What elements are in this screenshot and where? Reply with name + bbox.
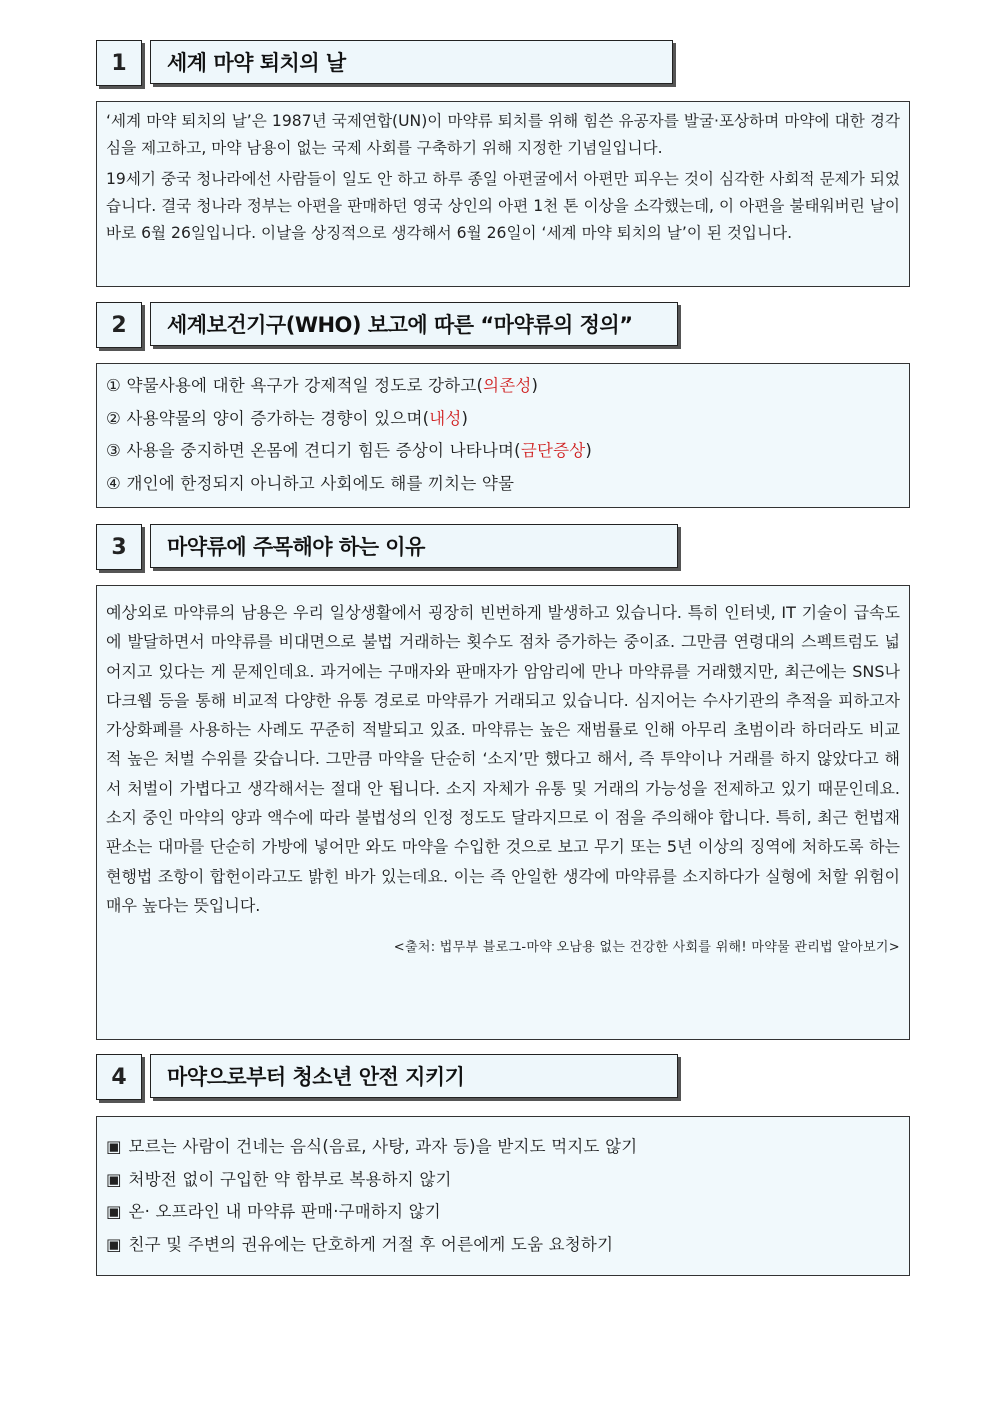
item-marker: ② bbox=[106, 408, 121, 428]
source-citation: <출처: 법무부 블로그-마약 오남용 없는 건강한 사회를 위해! 마약물 관리법 알아보기> bbox=[393, 940, 900, 956]
item-tail: ) bbox=[461, 408, 469, 428]
section-4-number: 4 bbox=[96, 1054, 142, 1100]
safety-item bbox=[106, 1131, 900, 1164]
square-bullet-icon: ▣ bbox=[106, 1234, 122, 1254]
section-3-paragraph: 예상외로 마약류의 남용은 우리 일상생활에서 굉장히 빈번하게 발생하고 있습니다. 특히 인터넷, IT 기술이 급속도에 발달하면서 마약류를 비대면으로 불법 거래하는 횟수도 점차 증가하는 중이죠. 그만큼 연령대의 스펙트럼도 넓어지고 있다는 게 문제인데요. 과거에는 구매자와 판매자가 암암리에 만나 마약류를 거래했지만, 최근에는 SNS나 다크웹 등을 통해 비교적 다양한 유통 경로로 마약류가 거래되고 있습니다. 심지어는 수사기관의 추적을 피하고자 가상화폐를 사용하는 사례도 꾸준히 적발되고 있죠. 마약류는 높은 재범률로 인해 아무리 초범이라 하더라도 비교적 높은 처벌 수위를 갖습니다. 그만큼 마약을 단순히 ‘소지’만 했다고 해서, 즉 투약이나 거래를 하지 않았다고 해서 처벌이 가볍다고 생각해서는 절대 안 됩니다. 소지 자체가 유통 및 거래의 가능성을 전제하고 있기 때문인데요. 소지 중인 마약의 양과 액수에 따라 불법성의 인정 정도도 달라지므로 이 점을 주의해야 합니다. 특히, 최근 헌법재판소는 대마를 단순히 가방에 넣어만 와도 마약을 수입한 것으로 보고 무기 또는 5년 이상의 징역에 처하도록 하는 현행법 조항이 합헌이라고도 밝힌 바가 있는데요. 이는 즉 안일한 생각에 마약류를 소지하다가 실형에 처할 위험이 매우 높다는 뜻입니다. bbox=[106, 603, 900, 915]
item-text: 약물사용에 대한 욕구가 강제적일 정도로 강하고( bbox=[126, 376, 484, 395]
item-text: 친구 및 주변의 권유에는 단호하게 거절 후 어른에게 도움 요청하기 bbox=[128, 1234, 614, 1254]
section-1-number: 1 bbox=[96, 40, 142, 86]
item-text: 개인에 한정되지 아니하고 사회에도 해를 끼치는 약물 bbox=[126, 473, 515, 493]
definition-item bbox=[106, 435, 900, 468]
square-bullet-icon: ▣ bbox=[106, 1202, 122, 1221]
item-marker: ④ bbox=[106, 473, 121, 493]
section-3-number: 3 bbox=[96, 524, 142, 570]
item-text: 온· 오프라인 내 마약류 판매·구매하지 않기 bbox=[128, 1202, 441, 1221]
item-marker: ③ bbox=[106, 441, 121, 460]
section-3-title: 마약류에 주목해야 하는 이유 bbox=[150, 524, 678, 568]
square-bullet-icon: ▣ bbox=[106, 1169, 122, 1189]
safety-item bbox=[106, 1196, 900, 1229]
definition-item bbox=[106, 370, 900, 403]
item-highlight: 내성 bbox=[429, 408, 462, 428]
item-tail: ) bbox=[585, 441, 593, 460]
item-text: 모르는 사람이 건네는 음식(음료, 사탕, 과자 등)을 받지도 먹지도 않기 bbox=[128, 1137, 638, 1156]
section-1-title: 세계 마약 퇴치의 날 bbox=[150, 40, 673, 84]
section-2-number: 2 bbox=[96, 302, 142, 348]
section-3-box bbox=[96, 585, 910, 1040]
definition-item bbox=[106, 403, 900, 436]
section-4-box bbox=[96, 1116, 910, 1276]
safety-item bbox=[106, 1164, 900, 1197]
square-bullet-icon: ▣ bbox=[106, 1137, 122, 1156]
safety-item bbox=[106, 1229, 900, 1262]
section-1-paragraph-1: ‘세계 마약 퇴치의 날’은 1987년 국제연합(UN)이 마약류 퇴치를 위해 힘쓴 유공자를 발굴·포상하며 마약에 대한 경각심을 제고하고, 마약 남용이 없는 국제 사회를 구축하기 위해 지정한 기념일입니다. bbox=[106, 112, 900, 157]
item-marker: ① bbox=[106, 376, 121, 395]
section-2-box bbox=[96, 363, 910, 508]
item-highlight: 금단증상 bbox=[520, 441, 586, 460]
section-2-title: 세계보건기구(WHO) 보고에 따른 “마약류의 정의” bbox=[150, 302, 678, 346]
item-text: 사용약물의 양이 증가하는 경향이 있으며( bbox=[126, 408, 430, 428]
item-text: 처방전 없이 구입한 약 함부로 복용하지 않기 bbox=[128, 1169, 452, 1189]
section-1-box bbox=[96, 101, 910, 287]
item-tail: ) bbox=[531, 376, 539, 395]
item-highlight: 의존성 bbox=[483, 376, 532, 395]
definition-item bbox=[106, 468, 900, 501]
section-4-title: 마약으로부터 청소년 안전 지키기 bbox=[150, 1054, 678, 1098]
item-text: 사용을 중지하면 온몸에 견디기 힘든 증상이 나타나며( bbox=[126, 441, 521, 460]
section-1-paragraph-2: 19세기 중국 청나라에선 사람들이 일도 안 하고 하루 종일 아편굴에서 아편만 피우는 것이 심각한 사회적 문제가 되었습니다. 결국 청나라 정부는 아편을 판매하던 영국 상인의 아편 1천 톤 이상을 소각했는데, 이 아편을 불태워버린 날이 바로 6월 26일입니다. 이날을 상징적으로 생각해서 6월 26일이 ‘세계 마약 퇴치의 날’이 된 것입니다. bbox=[106, 170, 900, 242]
